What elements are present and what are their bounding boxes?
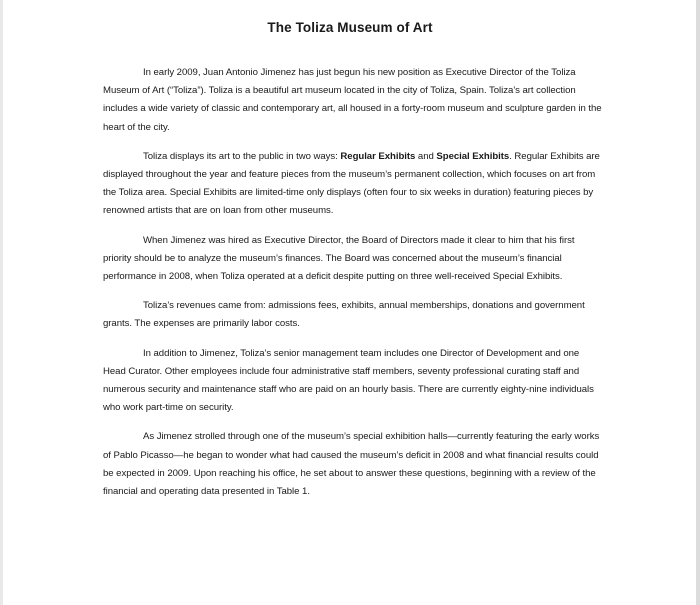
regular-exhibits-term: Regular Exhibits (340, 150, 416, 162)
paragraph-board: When Jimenez was hired as Executive Director, the Board of Directors made it clear to him that his first priority should be to analyze the museum’s finances. The Board was concerned about the museum’s financial performance in 2008, when Toliza operated at a deficit despite putting on three well-received Special Exhibits. (103, 234, 575, 283)
document-body (103, 64, 603, 512)
paragraph-intro: In early 2009, Juan Antonio Jimenez has just begun his new position as Executive Director of the Toliza Museum of Art (“Toliza”). Toliza is a beautiful art museum located in the city of Toliza, Spain. Toliza’s art collection includes a wide variety of classic and contemporary art, all housed in a forty-room museum and sculpture garden in the heart of the city. (103, 67, 602, 133)
paragraph-exhibits-text-2: and (415, 150, 437, 162)
paragraph-exhibits (103, 148, 603, 221)
paragraph-revenues: Toliza’s revenues came from: admissions fees, exhibits, annual memberships, donations and government grants. The expenses are primarily labor costs. (103, 300, 585, 330)
paragraph-conclusion: As Jimenez strolled through one of the museum’s special exhibition halls—currently featuring the early works of Pablo Picasso—he began to wonder what had caused the museum’s deficit in 2008 and what financial results could be expected in 2009. Upon reaching his office, he set about to answer these questions, beginning with a review of the financial and operating data presented in Table 1. (103, 431, 600, 498)
paragraph-staff: In addition to Jimenez, Toliza’s senior management team includes one Director of Development and one Head Curator. Other employees include four administrative staff members, seventy professional curating staff and numerous security and maintenance staff who are paid on an hourly basis. There are currently eighty-nine individuals who work part-time on security. (103, 347, 594, 414)
page-right-edge (696, 0, 700, 605)
special-exhibits-term: Special Exhibits (436, 150, 510, 162)
document-title: The Toliza Museum of Art (267, 20, 433, 35)
paragraph-exhibits-text-1: Toliza displays its art to the public in two ways: (143, 150, 341, 162)
paragraph-exhibits-text-3: . Regular Exhibits are displayed throughout the year and feature pieces from the museum’s permanent collection, which focuses on art from the Toliza area. Special Exhibits are limited-time only displays (often four to six weeks in duration) featuring pieces by renowned artists that are on loan from other museums. (103, 150, 600, 217)
page-left-edge (0, 0, 3, 605)
